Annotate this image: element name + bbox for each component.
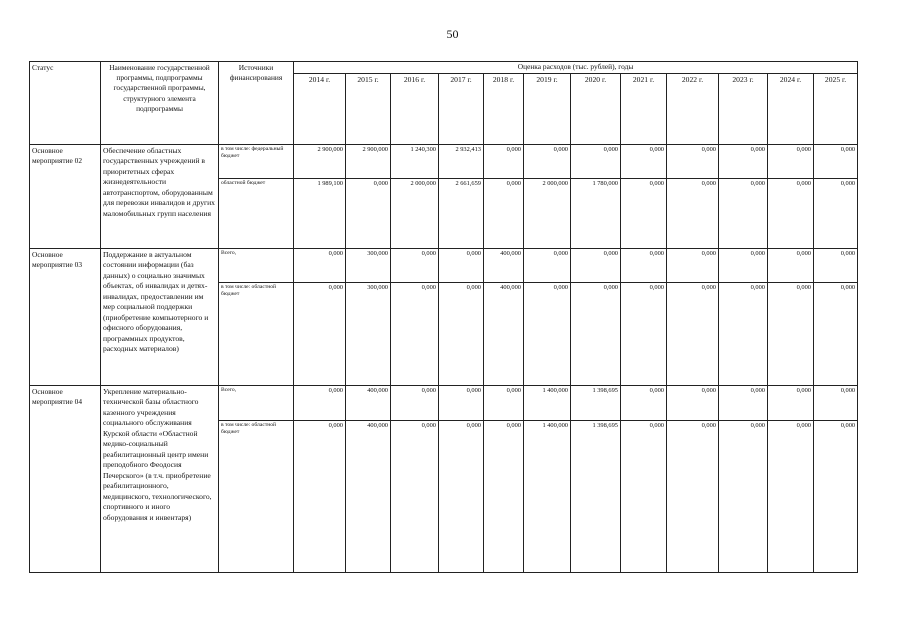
value-cell: 2 000,000 — [524, 179, 571, 249]
value-cell: 0,000 — [294, 249, 346, 283]
value-cell: 0,000 — [439, 386, 484, 421]
value-cell: 0,000 — [484, 386, 524, 421]
row-status: Основное мероприятие 02 — [30, 145, 101, 249]
value-cell: 0,000 — [814, 145, 858, 179]
value-cell: 0,000 — [294, 386, 346, 421]
value-cell: 0,000 — [719, 249, 768, 283]
row-status: Основное мероприятие 04 — [30, 386, 101, 573]
value-cell: 0,000 — [621, 421, 667, 573]
value-cell: 400,000 — [346, 386, 391, 421]
year-header: 2016 г. — [391, 74, 439, 145]
value-cell: 2 900,000 — [294, 145, 346, 179]
year-header: 2015 г. — [346, 74, 391, 145]
value-cell: 0,000 — [814, 179, 858, 249]
value-cell: 1 400,000 — [524, 421, 571, 573]
year-header: 2014 г. — [294, 74, 346, 145]
value-cell: 0,000 — [814, 421, 858, 573]
value-cell: 0,000 — [768, 179, 814, 249]
value-cell: 1 398,695 — [571, 421, 621, 573]
value-cell: 300,000 — [346, 249, 391, 283]
value-cell: 0,000 — [621, 145, 667, 179]
value-cell: 0,000 — [667, 421, 719, 573]
value-cell: 0,000 — [294, 283, 346, 386]
year-header: 2019 г. — [524, 74, 571, 145]
value-cell: 0,000 — [439, 283, 484, 386]
header-name: Наименование государственной программы, подпрограммы государственной программы, структурного элемента подпрограммы — [101, 62, 219, 145]
funding-source: Всего, — [219, 386, 294, 421]
value-cell: 0,000 — [719, 421, 768, 573]
funding-source: Всего, — [219, 249, 294, 283]
year-header: 2018 г. — [484, 74, 524, 145]
year-header: 2017 г. — [439, 74, 484, 145]
value-cell: 2 000,000 — [391, 179, 439, 249]
value-cell: 0,000 — [667, 386, 719, 421]
header-sources: Источники финансирования — [219, 62, 294, 145]
value-cell: 0,000 — [768, 249, 814, 283]
value-cell: 0,000 — [667, 249, 719, 283]
value-cell: 0,000 — [391, 249, 439, 283]
value-cell: 1 400,000 — [524, 386, 571, 421]
value-cell: 0,000 — [391, 386, 439, 421]
row-name: Укрепление материально-технической базы областного казенного учреждения социального обслуживания Курской области «Областной медико-социальный реабилитационный центр имени преподобного Феодосия Печерского» (в т.ч. приобретение реабилитационного, медицинского, технологического, спортивного и иного оборудования и инвентаря) — [101, 386, 219, 573]
value-cell: 0,000 — [621, 386, 667, 421]
value-cell: 0,000 — [621, 283, 667, 386]
value-cell: 400,000 — [484, 283, 524, 386]
value-cell: 0,000 — [571, 249, 621, 283]
value-cell: 0,000 — [768, 283, 814, 386]
value-cell: 0,000 — [439, 421, 484, 573]
page-number: 50 — [446, 27, 459, 41]
value-cell: 0,000 — [484, 179, 524, 249]
header-status: Статус — [30, 62, 101, 145]
year-header: 2025 г. — [814, 74, 858, 145]
value-cell: 1 989,100 — [294, 179, 346, 249]
value-cell: 0,000 — [571, 145, 621, 179]
value-cell: 0,000 — [814, 249, 858, 283]
value-cell: 0,000 — [571, 283, 621, 386]
year-header: 2020 г. — [571, 74, 621, 145]
value-cell: 0,000 — [621, 249, 667, 283]
year-header: 2023 г. — [719, 74, 768, 145]
value-cell: 0,000 — [391, 283, 439, 386]
value-cell: 0,000 — [524, 283, 571, 386]
row-status: Основное мероприятие 03 — [30, 249, 101, 386]
value-cell: 0,000 — [719, 179, 768, 249]
value-cell: 0,000 — [814, 386, 858, 421]
value-cell: 0,000 — [391, 421, 439, 573]
value-cell: 0,000 — [621, 179, 667, 249]
row-name: Поддержание в актуальном состоянии информации (баз данных) о социально значимых объектах, об инвалидах и детях-инвалидах, предоставлении им мер социальной поддержки (приобретение компьютерного и офисного оборудования, программных продуктов, расходных материалов) — [101, 249, 219, 386]
funding-source: в том числе: областной бюджет — [219, 421, 294, 573]
value-cell: 0,000 — [484, 421, 524, 573]
value-cell: 0,000 — [719, 283, 768, 386]
value-cell: 0,000 — [719, 386, 768, 421]
value-cell: 400,000 — [346, 421, 391, 573]
value-cell: 2 900,000 — [346, 145, 391, 179]
value-cell: 300,000 — [346, 283, 391, 386]
value-cell: 0,000 — [524, 145, 571, 179]
value-cell: 0,000 — [294, 421, 346, 573]
value-cell: 0,000 — [439, 249, 484, 283]
year-header: 2022 г. — [667, 74, 719, 145]
year-header: 2021 г. — [621, 74, 667, 145]
value-cell: 1 398,695 — [571, 386, 621, 421]
value-cell: 0,000 — [484, 145, 524, 179]
value-cell: 1 780,000 — [571, 179, 621, 249]
value-cell: 1 240,300 — [391, 145, 439, 179]
value-cell: 0,000 — [524, 249, 571, 283]
value-cell: 0,000 — [667, 179, 719, 249]
value-cell: 0,000 — [346, 179, 391, 249]
header-estimate: Оценка расходов (тыс. рублей), годы — [294, 62, 858, 74]
funding-source: в том числе: федеральный бюджет — [219, 145, 294, 179]
value-cell: 0,000 — [667, 283, 719, 386]
budget-table — [29, 61, 858, 573]
value-cell: 2 661,659 — [439, 179, 484, 249]
funding-source: областной бюджет — [219, 179, 294, 249]
value-cell: 0,000 — [719, 145, 768, 179]
value-cell: 400,000 — [484, 249, 524, 283]
funding-source: в том числе: областной бюджет — [219, 283, 294, 386]
year-header: 2024 г. — [768, 74, 814, 145]
value-cell: 2 932,413 — [439, 145, 484, 179]
value-cell: 0,000 — [667, 145, 719, 179]
value-cell: 0,000 — [768, 145, 814, 179]
value-cell: 0,000 — [814, 283, 858, 386]
value-cell: 0,000 — [768, 386, 814, 421]
row-name: Обеспечение областных государственных учреждений в приоритетных сферах жизнедеятельности автотранспортом, оборудованным для перевозки инвалидов и других маломобильных групп населения — [101, 145, 219, 249]
value-cell: 0,000 — [768, 421, 814, 573]
